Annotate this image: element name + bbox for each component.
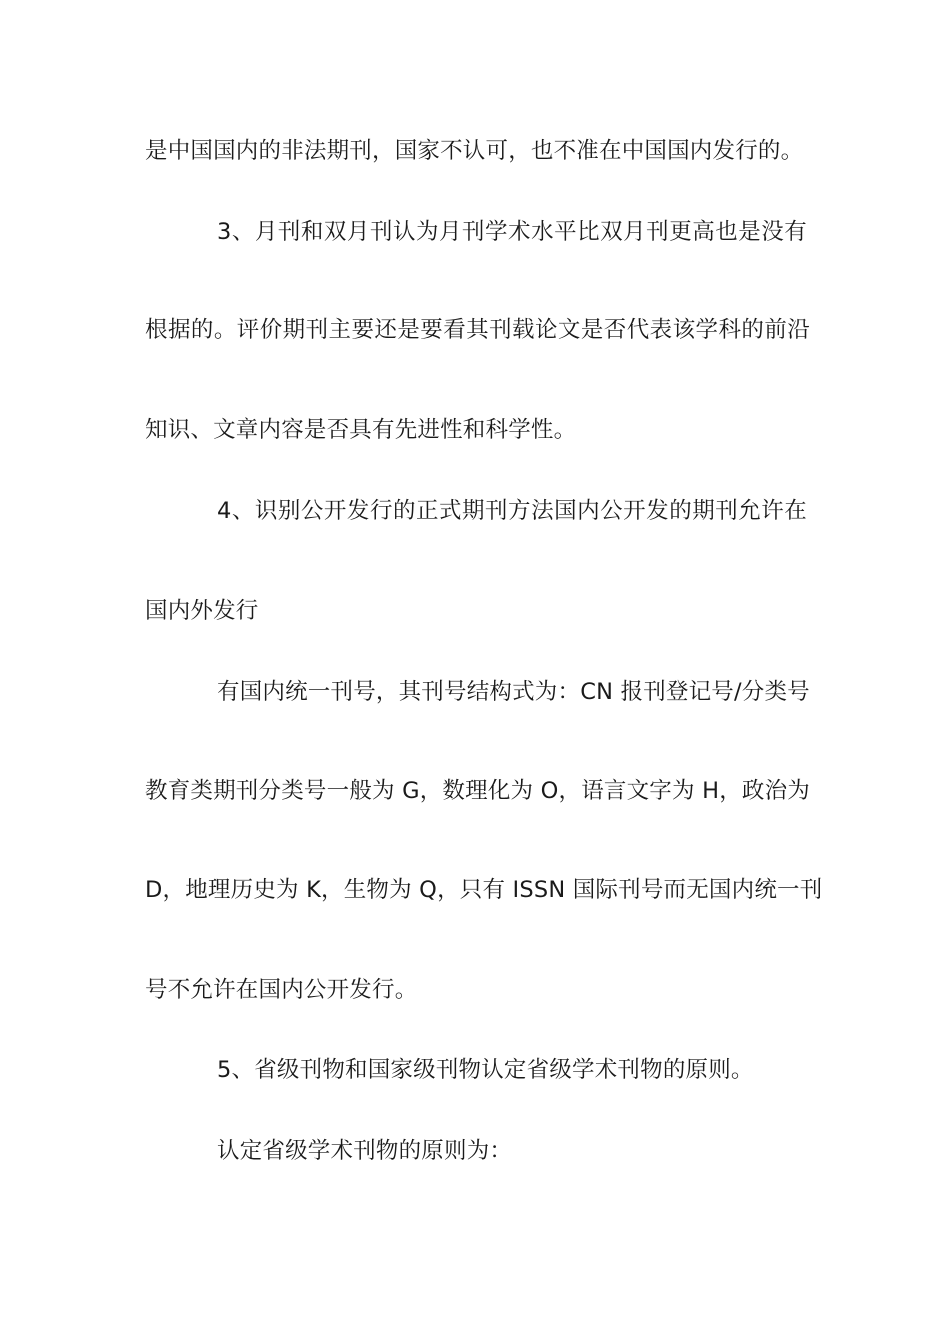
text-line-5: 4、识别公开发行的正式期刊方法国内公开发的期刊允许在 (217, 498, 807, 524)
text-line-9: D，地理历史为 K，生物为 Q，只有 ISSN 国际刊号而无国内统一刊 (145, 877, 823, 903)
text-line-10: 号不允许在国内公开发行。 (145, 977, 418, 1003)
text-line-3: 根据的。评价期刊主要还是要看其刊载论文是否代表该学科的前沿 (145, 317, 810, 343)
text-line-6: 国内外发行 (145, 598, 259, 624)
text-line-1: 是中国国内的非法期刊，国家不认可，也不准在中国国内发行的。 (145, 138, 804, 164)
text-line-2: 3、月刊和双月刊认为月刊学术水平比双月刊更高也是没有 (217, 219, 807, 245)
text-line-4: 知识、文章内容是否具有先进性和科学性。 (145, 417, 577, 443)
text-line-7: 有国内统一刊号，其刊号结构式为：CN 报刊登记号/分类号 (217, 679, 810, 705)
text-line-8: 教育类期刊分类号一般为 G，数理化为 O，语言文字为 H，政治为 (145, 778, 810, 804)
text-line-12: 认定省级学术刊物的原则为： (217, 1138, 513, 1164)
text-line-11: 5、省级刊物和国家级刊物认定省级学术刊物的原则。 (217, 1057, 754, 1083)
